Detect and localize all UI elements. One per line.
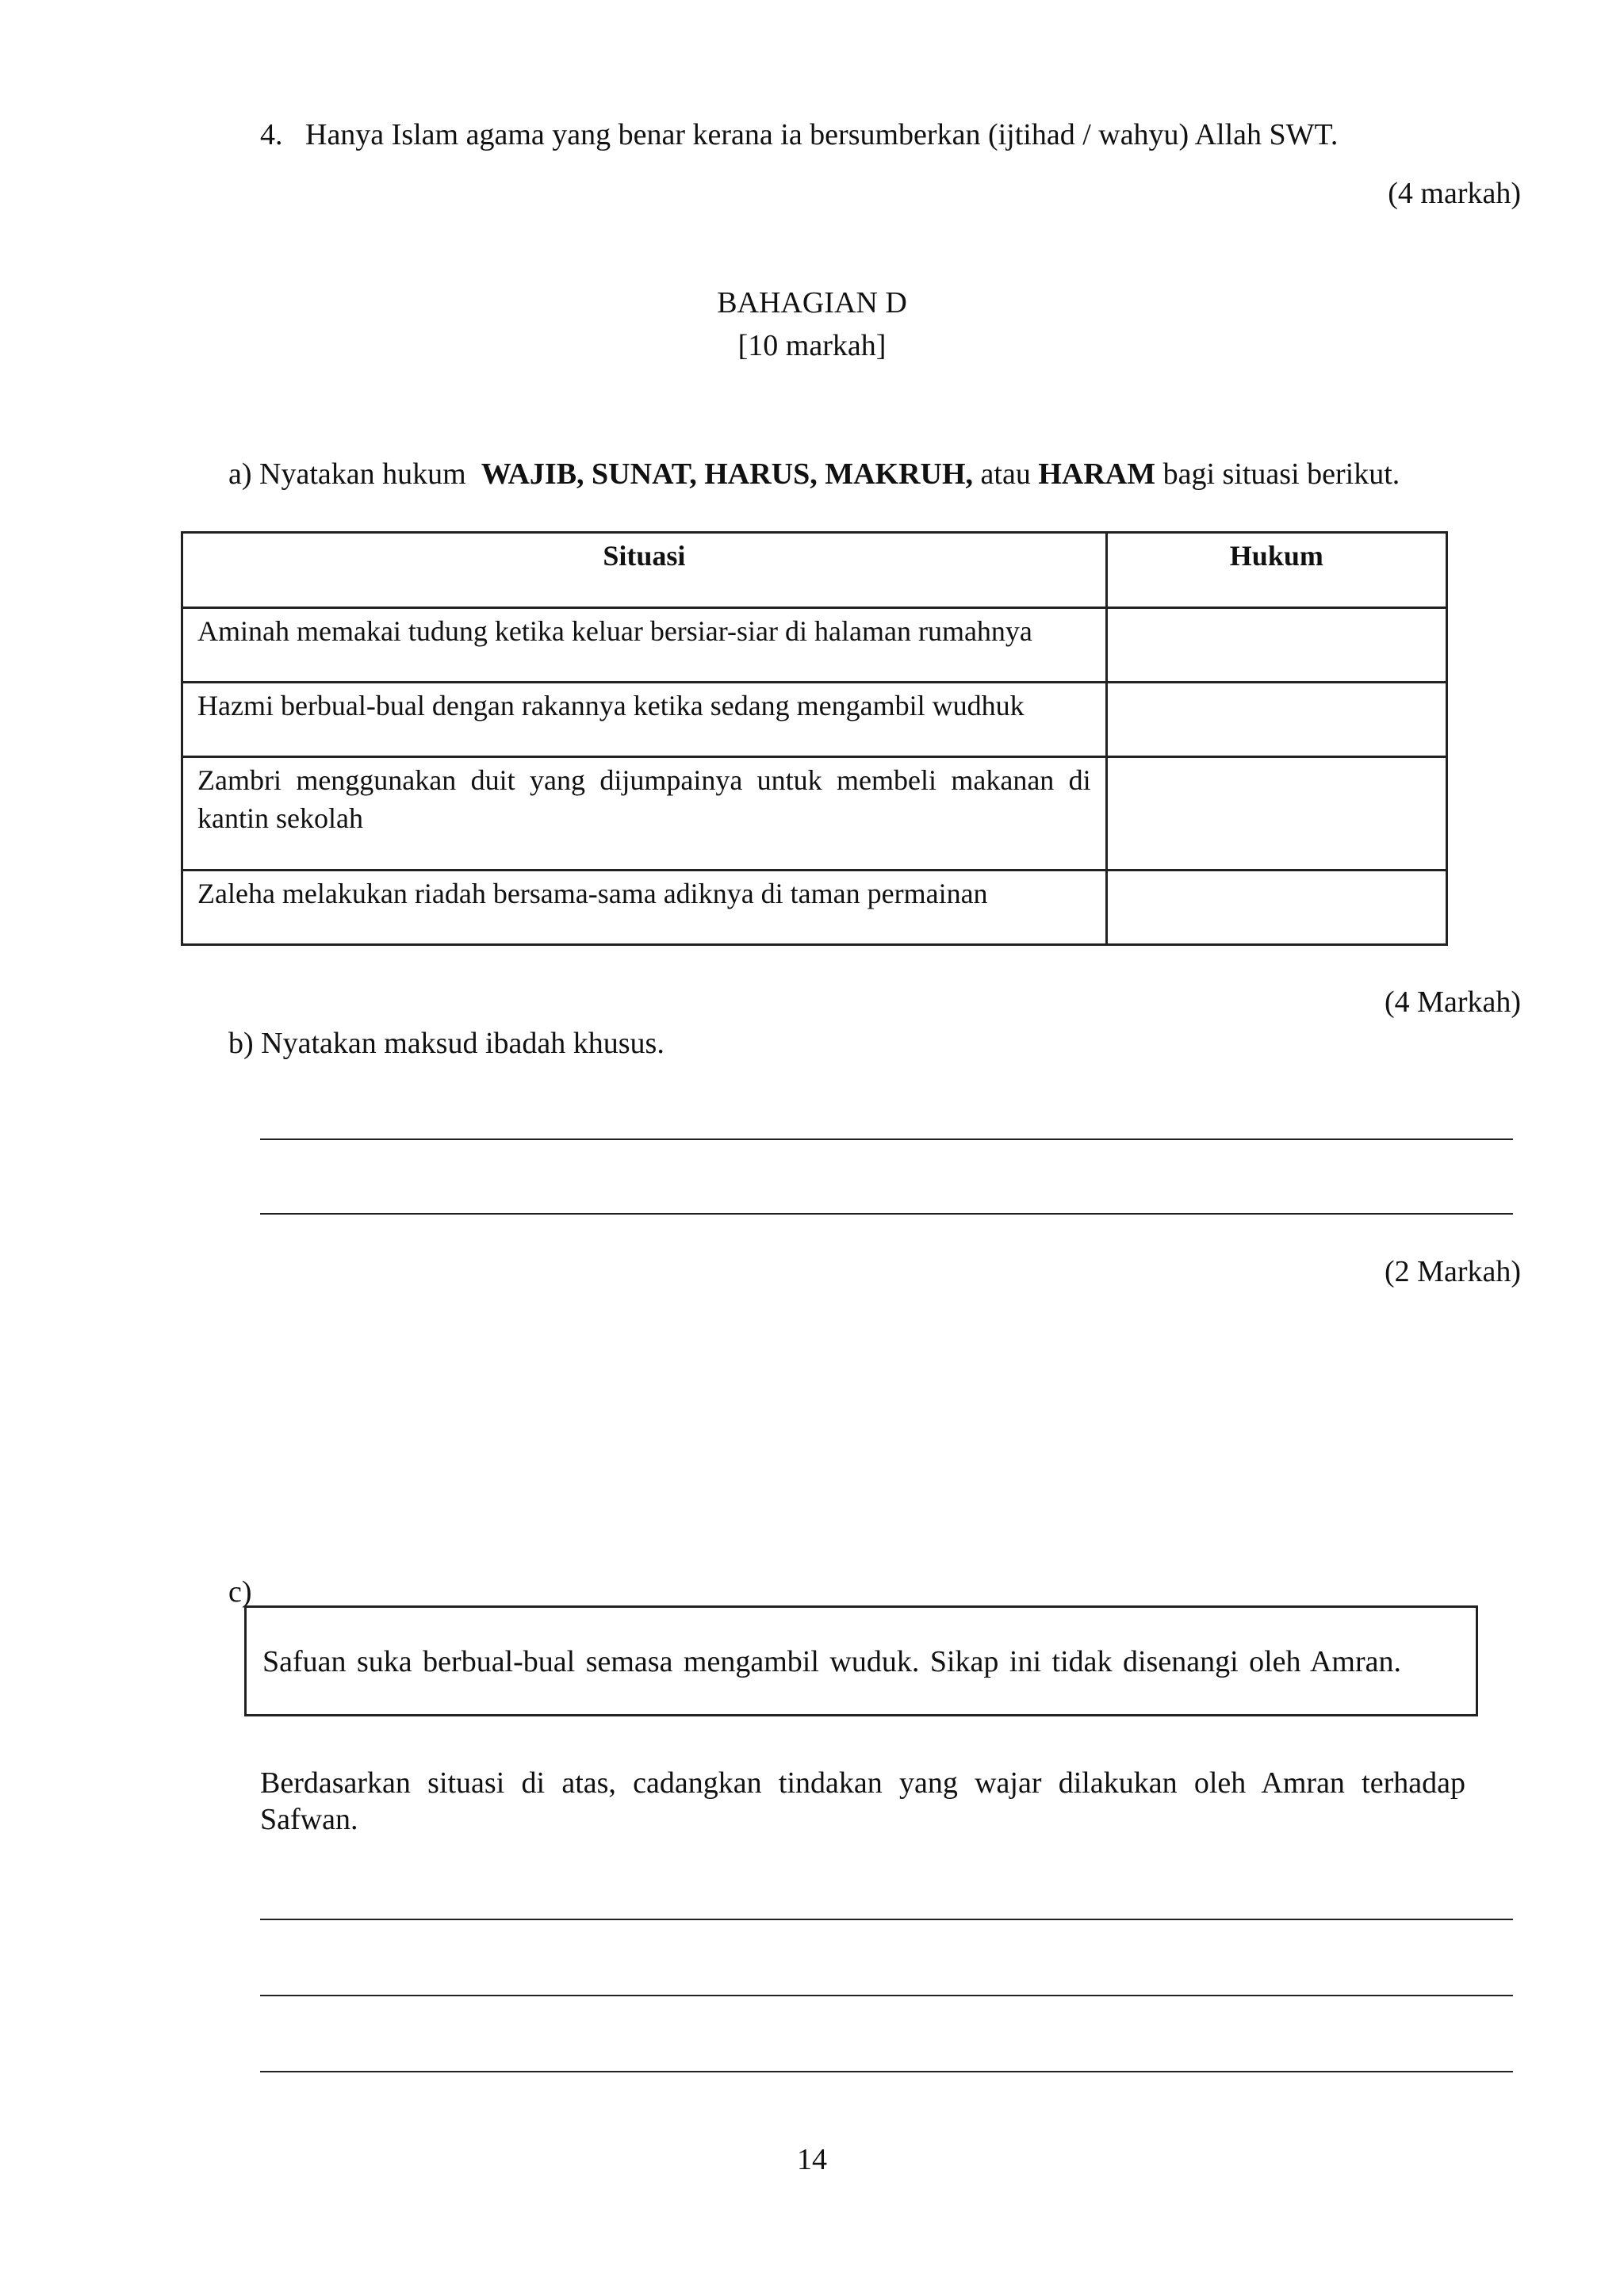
situation-box [244, 1605, 1478, 1716]
question-c-text: Berdasarkan situasi di atas, cadangkan tindakan yang wajar dilakukan oleh Amran terhadap Safwan. [260, 1766, 1465, 1836]
answer-line[interactable] [260, 1213, 1513, 1215]
question-b [228, 1024, 665, 1062]
question-label: b) [228, 1027, 254, 1060]
table-row [182, 871, 1447, 945]
situation-text: Safuan suka berbual-bual semasa mengambil wuduk. Sikap ini tidak disenangi oleh Amran. [262, 1645, 1401, 1678]
answer-line[interactable] [260, 1995, 1513, 1996]
question-prefix: Nyatakan hukum [259, 457, 466, 491]
question-mid: atau [980, 457, 1031, 491]
page-number: 14 [797, 2143, 827, 2176]
situasi-cell: Zambri menggunakan duit yang dijumpainya untuk membeli makanan di kantin sekolah [182, 757, 1107, 871]
answer-line[interactable] [260, 1138, 1513, 1140]
hukum-table [181, 531, 1448, 946]
situasi-cell: Aminah memakai tudung ketika keluar bersiar-siar di halaman rumahnya [182, 608, 1107, 683]
table-row [182, 608, 1447, 683]
question-bold-haram: HARAM [1038, 457, 1156, 491]
question-label: a) [228, 457, 252, 491]
hukum-answer-cell[interactable] [1106, 608, 1446, 683]
question-c-label: c) [228, 1575, 252, 1609]
question-4-marks: (4 markah) [1388, 177, 1521, 210]
answer-line[interactable] [260, 2071, 1513, 2072]
question-text: Nyatakan maksud ibadah khusus. [261, 1027, 665, 1060]
question-4 [260, 116, 1338, 154]
section-title: BAHAGIAN D [717, 286, 907, 320]
section-marks: [10 markah] [737, 329, 887, 362]
question-number: 4. [260, 118, 283, 151]
situasi-cell: Hazmi berbual-bual dengan rakannya ketika sedang mengambil wudhuk [182, 683, 1107, 757]
question-a-marks: (4 Markah) [1385, 985, 1521, 1019]
question-suffix: bagi situasi berikut. [1162, 457, 1400, 491]
situasi-cell: Zaleha melakukan riadah bersama-sama adiknya di taman permainan [182, 871, 1107, 945]
table-header-hukum: Hukum [1106, 533, 1446, 608]
question-b-marks: (2 Markah) [1385, 1255, 1521, 1288]
hukum-answer-cell[interactable] [1106, 683, 1446, 757]
question-a [228, 455, 1400, 493]
answer-line[interactable] [260, 1919, 1513, 1920]
hukum-answer-cell[interactable] [1106, 757, 1446, 871]
table-header-row [182, 533, 1447, 608]
question-bold-hukum-list: WAJIB, SUNAT, HARUS, MAKRUH, [481, 457, 974, 491]
hukum-answer-cell[interactable] [1106, 871, 1446, 945]
table-row [182, 683, 1447, 757]
table-row [182, 757, 1447, 871]
table-header-situasi: Situasi [182, 533, 1107, 608]
question-text: Hanya Islam agama yang benar kerana ia bersumberkan (ijtihad / wahyu) Allah SWT. [305, 118, 1339, 151]
